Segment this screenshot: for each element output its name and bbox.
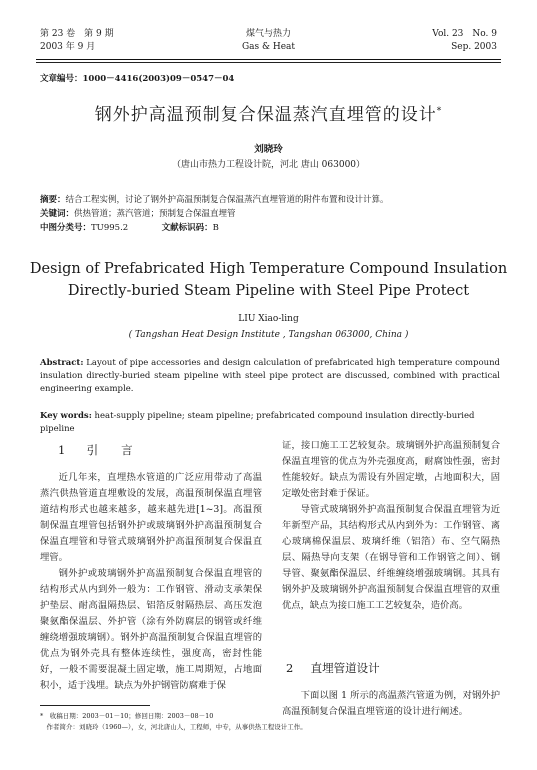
left-column: [40, 470, 262, 694]
volume-en: Vol. 23 No. 9: [432, 29, 497, 39]
body-paragraph: 证，接口施工工艺较复杂。玻璃钢外护高温预制复合保温直埋管的优点为外壳强度高，耐腐蚀性强，密封性能较好。缺点为需设有外固定墩，占地面积大，固定墩处密封难于保证。: [282, 440, 500, 499]
abstract-cn-label: 摘要：: [40, 195, 66, 205]
date-en: Sep. 2003: [451, 42, 497, 52]
footnote: [40, 711, 307, 733]
affiliation-cn: （唐山市热力工程设计院，河北 唐山 063000）: [171, 160, 366, 170]
doc-code: B: [212, 223, 219, 233]
abstract-cn-text: 结合工程实例，讨论了钢外护高温预制复合保温蒸汽直埋管道的附件布置和设计计算。: [65, 195, 389, 205]
body-paragraph: 钢外护或玻璃钢外护高温预制复合保温直埋管的结构形式从内到外一般为：工作钢管、滑动支承架保护垫层、耐高温隔热层、铝箔反射隔热层、高压发泡聚氨酯保温层、外护管（涂有外防腐层的钢管或纤维缠绕增强玻璃钢）。钢外护高温预制复合保温直埋管的优点为钢外壳具有整体连续性，强度高，密封性能好，一般不需要混凝土固定墩，施工周期短，占地面积小，适于浅埋。缺点为外护钢管防腐难于保: [40, 568, 262, 691]
keywords-cn-label: 关键词：: [40, 209, 75, 219]
footnote-author-bio: 作者简介：刘晓玲（1960—），女，河北唐山人，工程师，中专，从事供热工程设计工作。: [40, 723, 307, 731]
header-rule-thin: [36, 62, 501, 63]
keywords-cn: [40, 208, 500, 221]
title-footnote-mark: *: [436, 106, 443, 117]
body-paragraph: 近几年来，直埋热水管道的广泛应用带动了高温蒸汽供热管道直埋敷设的发展，高温预制保温直埋管道结构形式也越来越多，越来越先进[1~3]。高温预制保温直埋管包括钢外护或玻璃钢外护高温预制复合保温直埋管和导管式玻璃钢外护高温预制复合保温直埋管。: [40, 472, 262, 563]
abstract-en-label: Abstract:: [40, 358, 84, 368]
right-column: [282, 438, 500, 614]
volume-cn: 第 23 卷 第 9 期: [40, 29, 114, 39]
clc-label: 中图分类号：: [40, 223, 92, 233]
section-2-body: [282, 688, 500, 720]
article-number: 文章编号：1000－4416(2003)09－0547－04: [40, 74, 235, 84]
section-2-heading: [286, 660, 380, 676]
classification-line: [40, 222, 500, 235]
title-en-line2: Directly-buried Steam Pipeline with Steel Pipe Protect: [67, 283, 470, 299]
section-2-title: 直埋管道设计: [310, 661, 380, 675]
journal-name-cn: 煤气与热力: [245, 29, 291, 39]
footnote-rule: [40, 705, 150, 706]
affiliation-en: ( Tangshan Heat Design Institute , Tangshan 063000, China ): [128, 330, 409, 340]
body-paragraph: 导管式玻璃钢外护高温预制复合保温直埋管为近年新型产品，其结构形式从内到外为：工作钢管、离心玻璃棉保温层、玻璃纤维（铝箔）布、空气隔热层、隔热导向支架（在钢导管和工作钢管之间）、钢导管、聚氨酯保温层、纤维缠绕增强玻璃钢。其具有钢外护及玻璃钢外护高温预制复合保温直埋管的双重优点，缺点为接口施工工艺较复杂，造价高。: [282, 504, 500, 611]
title-cn-text: 钢外护高温预制复合保温蒸汽直埋管的设计: [94, 105, 437, 125]
keywords-en: [40, 410, 500, 436]
footnote-received: * 收稿日期：2003－01－10；修回日期：2003－08－10: [40, 712, 214, 720]
abstract-en: [40, 357, 500, 396]
title-en: [0, 258, 537, 302]
clc-code: TU995.2: [91, 223, 129, 233]
section-1-number: 1: [58, 443, 66, 457]
title-cn: [0, 100, 537, 125]
doc-code-label: 文献标识码：: [161, 223, 213, 233]
date-cn: 2003 年 9 月: [40, 42, 96, 52]
header-right: [432, 28, 497, 54]
keywords-cn-text: 供热管道；蒸汽管道；预制复合保温直埋管: [74, 209, 236, 219]
author-cn: 刘晓玲: [254, 144, 283, 155]
body-paragraph: 下面以图 1 所示的高温蒸汽管道为例，对钢外护高温预制复合保温直埋管道的设计进行阐述。: [282, 690, 500, 717]
abstract-cn: [40, 194, 500, 207]
header-rule: [36, 59, 501, 60]
author-en: LIU Xiao-ling: [238, 314, 299, 324]
abstract-en-text: Layout of pipe accessories and design calculation of prefabricated high temperature compound insulation directly-buried steam pipeline with steel pipe protect are discussed, combined with practical engineering example.: [40, 358, 500, 394]
keywords-en-text: heat-supply pipeline; steam pipeline; prefabricated compound insulation directly-buried pipeline: [40, 411, 475, 434]
title-en-line1: Design of Prefabricated High Temperature Compound Insulation: [29, 261, 508, 277]
section-1-title: 引 言: [86, 443, 133, 457]
keywords-en-label: Key words:: [40, 411, 92, 421]
section-1-heading: [58, 442, 133, 458]
journal-name-en: Gas & Heat: [241, 42, 296, 52]
section-2-number: 2: [286, 661, 294, 675]
